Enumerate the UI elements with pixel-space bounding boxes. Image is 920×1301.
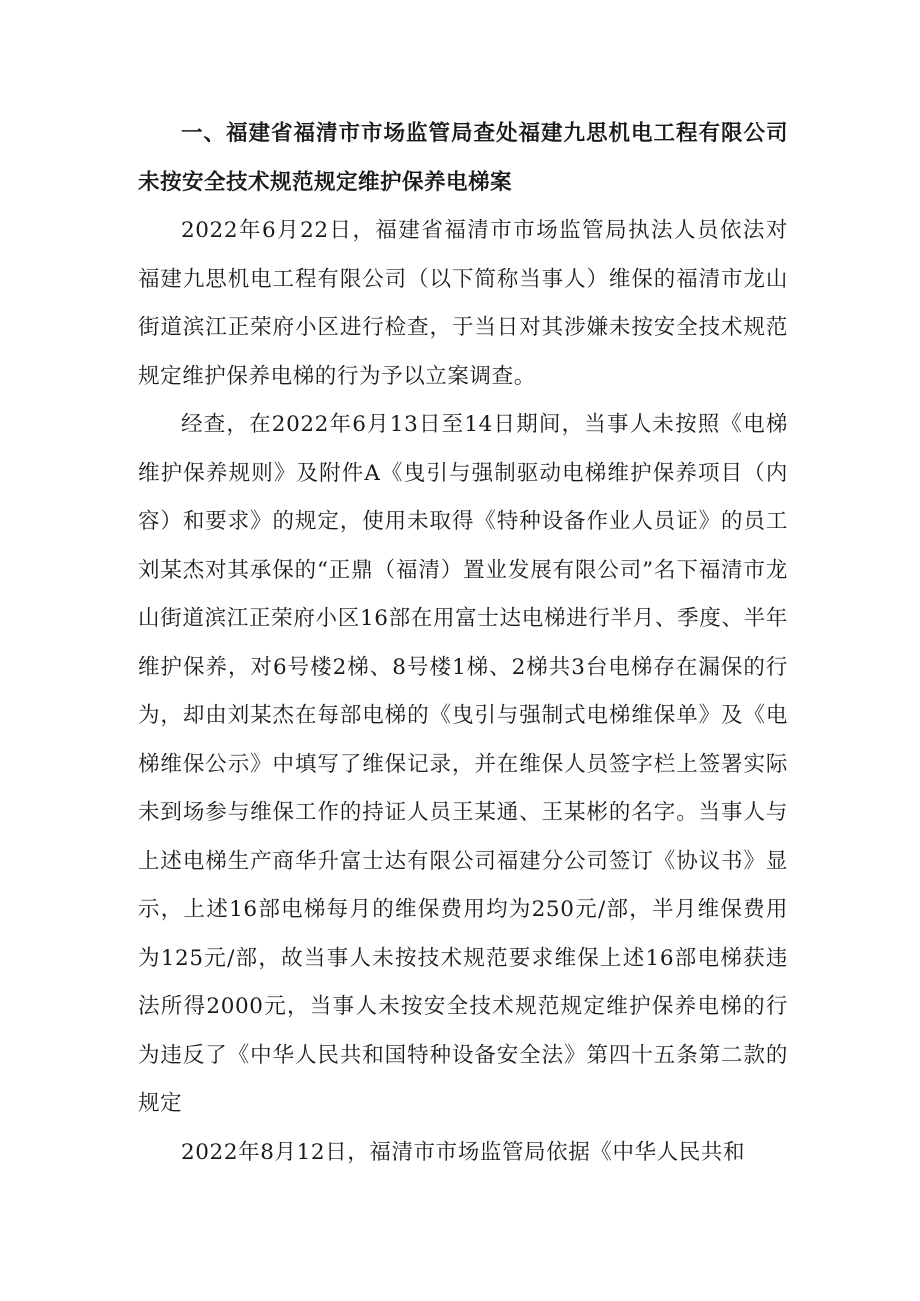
document-body: [138, 110, 788, 1177]
case-heading: 一、福建省福清市市场监管局查处福建九思机电工程有限公司未按安全技术规范规定维护保养电梯案: [138, 121, 788, 195]
paragraph-findings: 经查，在2022年6月13日至14日期间，当事人未按照《电梯维护保养规则》及附件A《曳引与强制驱动电梯维护保养项目（内容）和要求》的规定，使用未取得《特种设备作业人员证》的员工刘某杰对其承保的“正鼎（福清）置业发展有限公司”名下福清市龙山街道滨江正荣府小区16部在用富士达电梯进行半月、季度、半年维护保养，对6号楼2梯、8号楼1梯、2梯共3台电梯存在漏保的行为，却由刘某杰在每部电梯的《曳引与强制式电梯维保单》及《电梯维保公示》中填写了维保记录，并在维保人员签字栏上签署实际未到场参与维保工作的持证人员王某通、王某彬的名字。当事人与上述电梯生产商华升富士达有限公司福建分公司签订《协议书》显示，上述16部电梯每月的维保费用均为250元/部，半月维保费用为125元/部，故当事人未按技术规范要求维保上述16部电梯获违法所得2000元，当事人未按安全技术规范规定维护保养电梯的行为违反了《中华人民共和国特种设备安全法》第四十五条第二款的规定: [138, 412, 788, 1116]
paragraph-decision: 2022年8月12日，福清市市场监管局依据《中华人民共和: [181, 1139, 746, 1165]
paragraph-filing: 2022年6月22日，福建省福清市市场监管局执法人员依法对福建九思机电工程有限公司（以下简称当事人）维保的福清市龙山街道滨江正荣府小区进行检查，于当日对其涉嫌未按安全技术规范规定维护保养电梯的行为予以立案调查。: [138, 218, 788, 389]
